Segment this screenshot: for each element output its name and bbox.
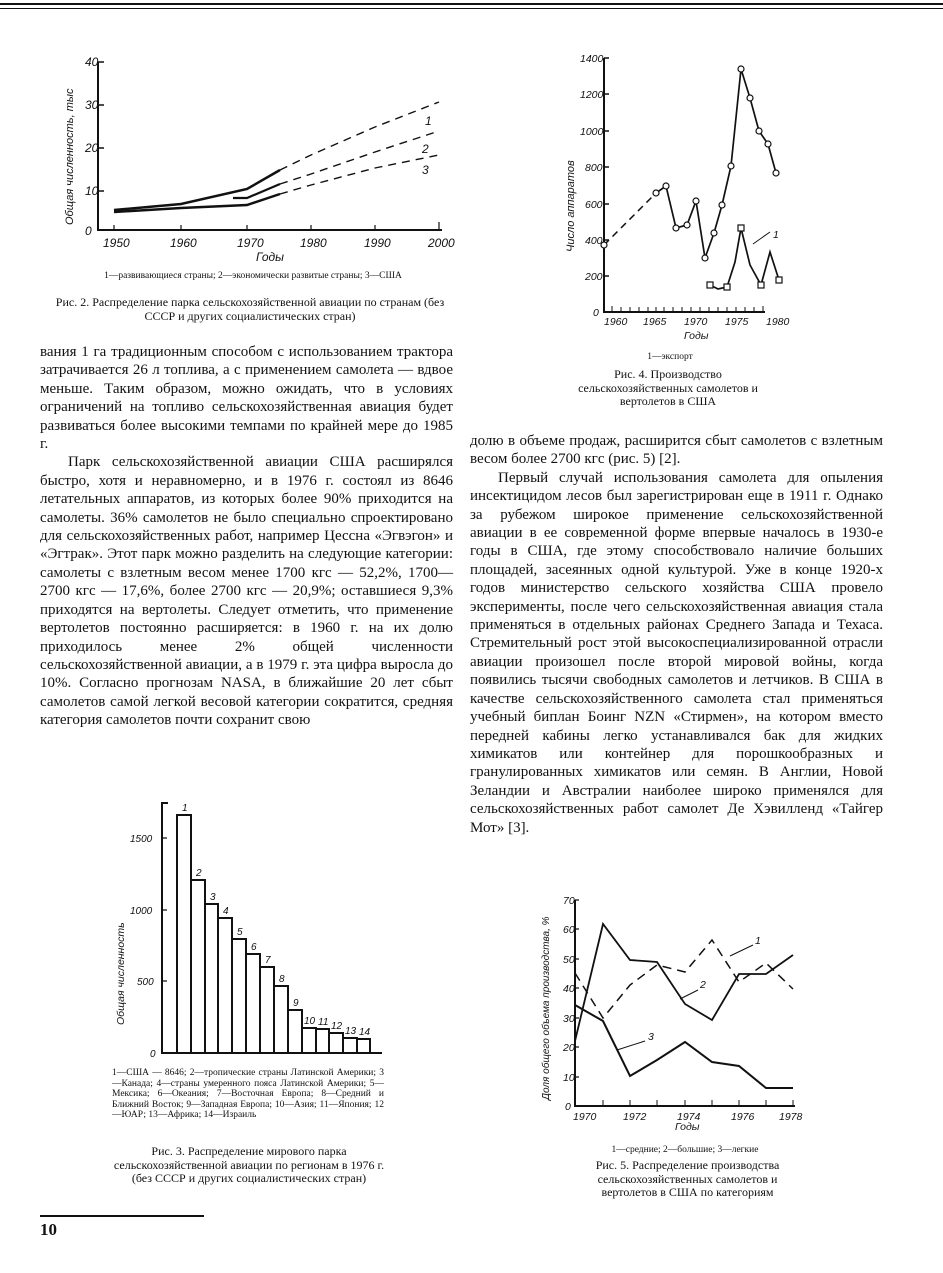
svg-text:11: 11 (318, 1017, 329, 1028)
figure-3-caption: Рис. 3. Распределение мирового парка сельскохозяйственной авиации по регионам в 1976 г. (без СССР и других социалистических стран) (113, 1144, 385, 1185)
svg-text:14: 14 (359, 1027, 371, 1038)
svg-text:1950: 1950 (103, 236, 130, 250)
svg-text:30: 30 (563, 1013, 575, 1025)
svg-text:Годы: Годы (684, 330, 709, 342)
svg-text:Годы: Годы (256, 250, 284, 264)
svg-text:1000: 1000 (130, 906, 153, 917)
svg-text:400: 400 (585, 235, 603, 247)
svg-text:800: 800 (585, 162, 603, 174)
svg-text:1972: 1972 (623, 1111, 647, 1123)
svg-text:2: 2 (422, 142, 429, 156)
figure-5-chart (535, 890, 805, 1130)
svg-text:3: 3 (422, 163, 429, 177)
svg-text:500: 500 (137, 977, 154, 988)
svg-text:1974: 1974 (677, 1111, 701, 1123)
svg-text:13: 13 (345, 1026, 357, 1037)
svg-text:1960: 1960 (170, 236, 197, 250)
paragraph: Первый случай использования самолета для опыления инсектицидом лесов был зарегистрирован еще в 1911 г. Однако за рубежом широкое применение сельскохозяйственной авиации в ее современной форме впервые началось в 1930-е годы в США, где этому способствовало наличие больших площадей, засеянных одной культурой. Уже в конце 1920-х годов министерство сельского хозяйства США провело эксперименты, после чего сельскохозяйственная авиация стала применяться в отдельных районах Среднего Запада и Техаса. Стремительный рост этой высокоспециализированной отрасли авиации произошел после второй мировой войны, когда появились тысячи свободных самолетов и летчиков. В США в качестве сельскохозяйственного самолета стал применяться учебный биплан Боинг NZN «Стирмен», на котором вместо передней кабины легко устанавливался бак для жидких химикатов или контейнер для порошкообразных и гранулированных химикатов или семян. В Англии, Новой Зеландии и Австралии наиболее широко применялся для сельскохозяйственных работ самолет Де Хэвилленд «Тайгер Мот» [3]. (470, 469, 883, 836)
svg-text:1976: 1976 (731, 1111, 755, 1123)
svg-text:1: 1 (182, 803, 188, 814)
right-column-text (470, 432, 883, 837)
svg-text:1970: 1970 (684, 316, 708, 328)
figure-3-legend: 1—США — 8646; 2—тропические страны Латинской Америки; 3—Канада; 4—страны умеренного пояса Латинской Америки; 5—Мексика; 6—Океания; 7—Восточная Европа; 8—Средний и Ближний Восток; 9—Западная Европа; 10—Азия; 11—Япония; 12—ЮАР; 13—Африка; 14—Израиль (112, 1068, 384, 1120)
figure-3-chart (110, 795, 390, 1060)
svg-text:7: 7 (265, 955, 271, 966)
paragraph: долю в объеме продаж, расширится сбыт самолетов с взлетным весом более 2700 кгс (рис. 5) [2]. (470, 433, 883, 468)
svg-text:10: 10 (85, 184, 99, 198)
figure-4-chart (560, 52, 800, 347)
svg-text:1980: 1980 (300, 236, 327, 250)
svg-text:1: 1 (755, 935, 761, 947)
svg-text:200: 200 (585, 271, 603, 283)
svg-text:Общая численность: Общая численность (115, 922, 127, 1025)
svg-text:1200: 1200 (580, 89, 604, 101)
svg-text:40: 40 (85, 55, 99, 69)
svg-text:10: 10 (304, 1016, 316, 1027)
svg-text:2000: 2000 (428, 236, 455, 250)
svg-text:1400: 1400 (580, 53, 604, 65)
svg-text:0: 0 (593, 307, 599, 319)
svg-text:3: 3 (648, 1031, 654, 1043)
figure-2-chart (55, 50, 455, 265)
svg-text:60: 60 (563, 924, 575, 936)
svg-text:0: 0 (150, 1049, 156, 1060)
svg-text:Годы: Годы (675, 1121, 700, 1130)
svg-text:50: 50 (563, 954, 575, 966)
svg-text:1: 1 (773, 229, 779, 241)
top-rule (0, 3, 943, 5)
svg-text:40: 40 (563, 983, 575, 995)
svg-text:1978: 1978 (779, 1111, 803, 1123)
svg-text:1960: 1960 (604, 316, 628, 328)
svg-text:Число аппаратов: Число аппаратов (565, 160, 577, 252)
svg-text:2: 2 (196, 868, 202, 879)
svg-text:1970: 1970 (573, 1111, 597, 1123)
figure-4-caption: Рис. 4. Производство сельскохозяйственных самолетов и вертолетов в США (578, 367, 758, 408)
svg-text:2: 2 (700, 979, 706, 991)
left-column-text (40, 343, 453, 730)
svg-text:3: 3 (210, 892, 216, 903)
svg-text:0: 0 (85, 224, 92, 238)
svg-text:10: 10 (563, 1072, 575, 1084)
paragraph: вания 1 га традиционным способом с использованием трактора затрачивается 26 л топлива, а с применением самолета — вдвое меньше. Таким образом, можно ожидать, что в условиях ограничений на топливо сельскохозяйственная авиация будет развиваться более высокими темпами по крайней мере до 1985 г. (40, 344, 453, 453)
top-rule-thin (0, 8, 943, 9)
svg-text:Общая численность, тыс: Общая численность, тыс (64, 88, 76, 225)
figure-5-caption: Рис. 5. Распределение производства сельскохозяйственных самолетов и вертолетов в США по категориям (595, 1158, 780, 1199)
paragraph: Парк сельскохозяйственной авиации США расширялся быстро, хотя и неравномерно, и в 1976 г. состоял из 8646 летательных аппаратов, из которых более 90% приходится на самолеты. 36% самолетов не было специально спроектировано для сельскохозяйственных работ, например Цессна «Эгвэгон» и «Эгтрак». Этот парк можно разделить на следующие категории: самолеты с взлетным весом менее 1700 кгс — 52,2%, 1700—2700 кгс — 17,6%, более 2700 кгс — 20,9%; оставшиеся 9,3% приходятся на вертолеты. Следует отметить, что применение вертолетов постоянно расширяется: в 1960 г. на их долю приходилось менее 2% общей численности сельскохозяйственной авиации, а в 1979 г. эта цифра выросла до 10%. Согласно прогнозам NASA, в ближайшие 20 лет сбыт самолетов самой легкой весовой категории сократится, средняя категория самолетов почти сохранит свою (40, 454, 453, 729)
svg-text:1: 1 (425, 114, 432, 128)
svg-text:1000: 1000 (580, 126, 604, 138)
svg-text:4: 4 (223, 906, 229, 917)
svg-text:12: 12 (331, 1021, 343, 1032)
svg-text:1965: 1965 (643, 316, 667, 328)
svg-text:20: 20 (563, 1042, 575, 1054)
svg-text:6: 6 (251, 942, 257, 953)
svg-text:1975: 1975 (725, 316, 749, 328)
svg-text:1970: 1970 (237, 236, 264, 250)
page-number: 10 (40, 1220, 57, 1239)
svg-text:600: 600 (585, 199, 603, 211)
figure-5-legend: 1—средние; 2—большие; 3—легкие (611, 1145, 759, 1155)
figure-4-legend: 1—экспорт (647, 352, 693, 362)
svg-text:1990: 1990 (364, 236, 391, 250)
svg-text:0: 0 (565, 1101, 571, 1113)
svg-text:70: 70 (563, 895, 575, 907)
figure-2-caption: Рис. 2. Распределение парка сельскохозяйственной авиации по странам (без СССР и других социалистических стран) (55, 295, 445, 323)
svg-text:1500: 1500 (130, 834, 153, 845)
svg-text:30: 30 (85, 98, 99, 112)
svg-text:20: 20 (85, 141, 99, 155)
svg-text:Доля общего объема производств: Доля общего объема производства, % (541, 916, 552, 1100)
svg-text:1980: 1980 (766, 316, 790, 328)
svg-text:9: 9 (293, 998, 299, 1009)
figure-2-legend: 1—развивающиеся страны; 2—экономически развитые страны; 3—США (104, 271, 402, 281)
footer-rule (40, 1215, 204, 1217)
svg-text:5: 5 (237, 927, 243, 938)
svg-text:8: 8 (279, 974, 285, 985)
